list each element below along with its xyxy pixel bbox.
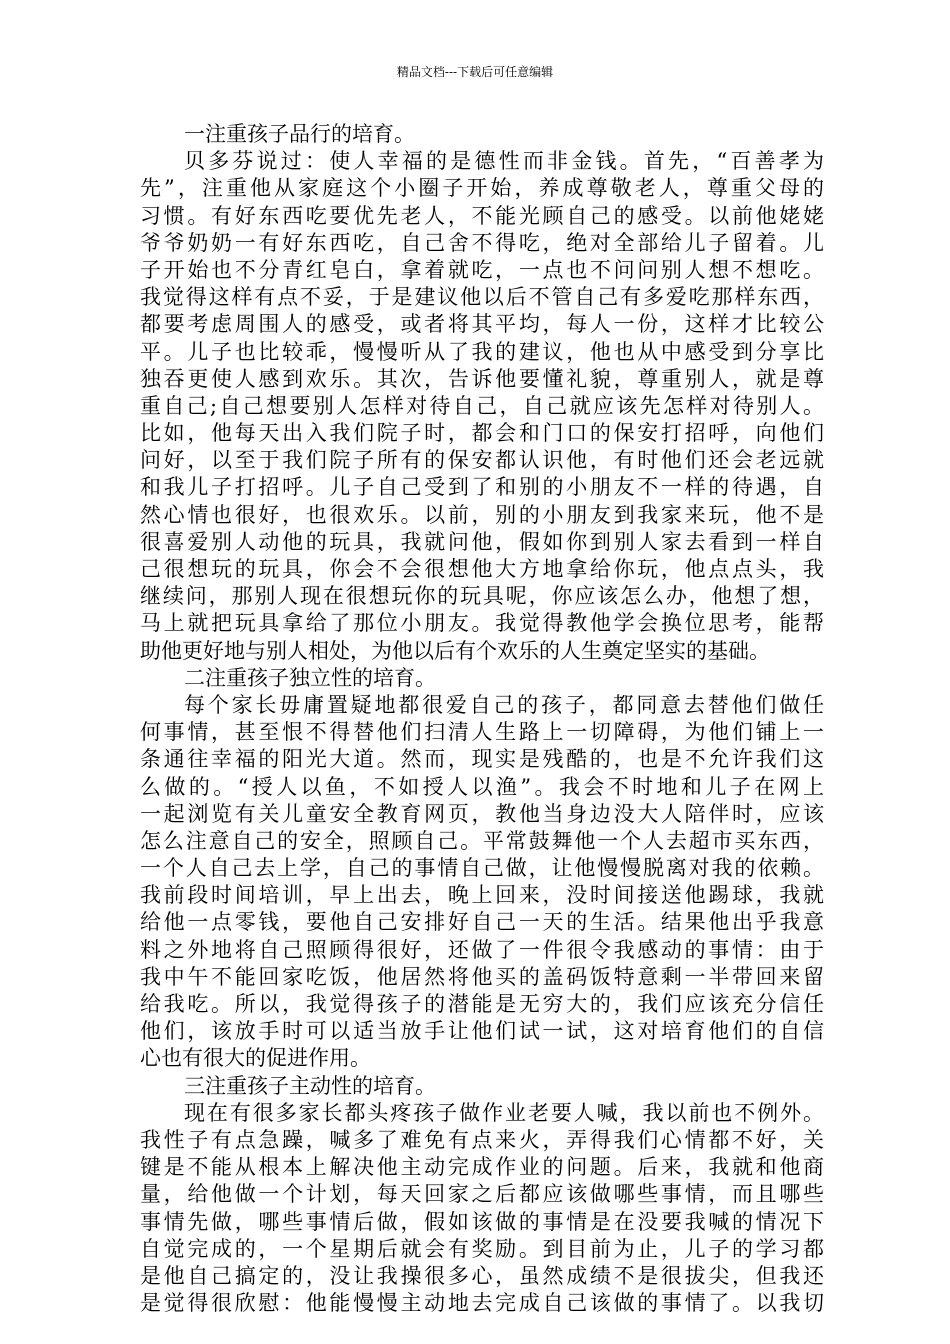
paragraph-line: 给我吃。所以，我觉得孩子的潜能是无穷大的，我们应该充分信任 (140, 992, 824, 1016)
paragraph-line: 先”，注重他从家庭这个小圈子开始，养成尊敬老人，尊重父母的 (140, 176, 824, 201)
paragraph-first-line: 三注重孩子主动性的培育。 (184, 1073, 436, 1098)
paragraph-line: 他们，该放手时可以适当放手让他们试一试，这对培育他们的自信 (140, 1019, 824, 1044)
paragraph-line: 和我儿子打招呼。儿子自己受到了和别的小朋友不一样的待遇，自 (140, 475, 824, 500)
paragraph-line: 马上就把玩具拿给了那位小朋友。我觉得教他学会换位思考，能帮 (140, 611, 824, 636)
paragraph-first-line: 贝多芬说过：使人幸福的是德性而非金钱。首先，“百善孝为 (184, 149, 824, 174)
paragraph-line: 然心情也很好，也很欢乐。以前，别的小朋友到我家来玩，他不是 (140, 502, 824, 527)
document-body (140, 121, 824, 1317)
paragraph-line: 何事情，甚至恨不得替他们扫清人生路上一切障碍，为他们铺上一 (140, 720, 824, 745)
paragraph-first-line: 每个家长毋庸置疑地都很爱自己的孩子，都同意去替他们做任 (184, 692, 824, 717)
page-header: 精品文档---下载后可任意编辑 (396, 65, 554, 79)
paragraph-line: 都要考虑周围人的感受，或者将其平均，每人一份，这样才比较公 (140, 312, 824, 337)
paragraph-line: 很喜爱别人动他的玩具，我就问他，假如你到别人家去看到一样自 (140, 529, 824, 554)
paragraph-line: 么做的。“授人以鱼，不如授人以渔”。我会不时地和儿子在网上 (140, 774, 824, 799)
paragraph-first-line: 现在有很多家长都头疼孩子做作业老要人喊，我以前也不例外。 (184, 1100, 824, 1125)
paragraph-line: 继续问，那别人现在很想玩你的玩具呢，你应该怎么办，他想了想， (140, 584, 824, 609)
paragraph-line: 一个人自己去上学，自己的事情自己做，让他慢慢脱离对我的依赖。 (140, 856, 824, 881)
paragraph-line: 问好，以至于我们院子所有的保安都认识他，有时他们还会老远就 (140, 448, 824, 473)
paragraph-line: 比如，他每天出入我们院子时，都会和门口的保安打招呼，向他们 (140, 421, 824, 446)
paragraph-line: 我性子有点急躁，喊多了难免有点来火，弄得我们心情都不好，关 (140, 1127, 824, 1152)
paragraph-line: 料之外地将自己照顾得很好，还做了一件很令我感动的事情：由于 (140, 937, 824, 962)
paragraph-line: 是他自己搞定的，没让我操很多心，虽然成绩不是很拔尖，但我还 (140, 1263, 824, 1288)
paragraph-line: 心也有很大的促进作用。 (140, 1046, 371, 1071)
paragraph-line: 键是不能从根本上解决他主动完成作业的问题。后来，我就和他商 (140, 1155, 824, 1180)
paragraph-first-line: 二注重孩子独立性的培育。 (184, 665, 436, 690)
paragraph-line: 量，给他做一个计划，每天回家之后都应该做哪些事情，而且哪些 (140, 1182, 824, 1207)
paragraph-line: 是觉得很欣慰：他能慢慢主动地去完成自己该做的事情了。以我切 (140, 1291, 824, 1316)
paragraph-line: 平。儿子也比较乖，慢慢听从了我的建议，他也从中感受到分享比 (140, 339, 824, 364)
paragraph-line: 我中午不能回家吃饭，他居然将他买的盖码饭特意剩一半带回来留 (140, 964, 824, 989)
paragraph-line: 我前段时间培训，早上出去，晚上回来，没时间接送他踢球，我就 (140, 883, 824, 908)
paragraph-line: 给他一点零钱，要他自己安排好自己一天的生活。结果他出乎我意 (140, 910, 824, 935)
paragraph-line: 习惯。有好东西吃要优先老人，不能光顾自己的感受。以前他姥姥 (140, 203, 824, 228)
paragraph-line: 自觉完成的，一个星期后就会有奖励。到目前为止，儿子的学习都 (140, 1236, 824, 1261)
paragraph-line: 爷爷奶奶一有好东西吃，自己舍不得吃，绝对全部给儿子留着。儿 (140, 230, 824, 255)
paragraph-line: 己很想玩的玩具，你会不会很想他大方地拿给你玩，他点点头，我 (140, 557, 824, 581)
paragraph-line: 一起浏览有关儿童安全教育网页，教他当身边没大人陪伴时，应该 (140, 801, 824, 826)
paragraph-line: 助他更好地与别人相处，为他以后有个欢乐的人生奠定坚实的基础。 (140, 638, 770, 663)
paragraph-line: 重自己;自己想要别人怎样对待自己，自己就应该先怎样对待别人。 (140, 393, 824, 418)
paragraph-line: 独吞更使人感到欢乐。其次，告诉他要懂礼貌，尊重别人，就是尊 (140, 366, 824, 391)
paragraph-line: 事情先做，哪些事情后做，假如该做的事情是在没要我喊的情况下 (140, 1209, 824, 1234)
paragraph-line: 子开始也不分青红皂白，拿着就吃，一点也不问问别人想不想吃。 (140, 257, 824, 282)
paragraph-line: 怎么注意自己的安全，照顾自己。平常鼓舞他一个人去超市买东西， (140, 828, 824, 853)
paragraph-first-line: 一注重孩子品行的培育。 (184, 122, 415, 146)
paragraph-line: 条通往幸福的阳光大道。然而，现实是残酷的，也是不允许我们这 (140, 747, 824, 772)
paragraph-line: 我觉得这样有点不妥，于是建议他以后不管自己有多爱吃那样东西， (140, 285, 824, 310)
